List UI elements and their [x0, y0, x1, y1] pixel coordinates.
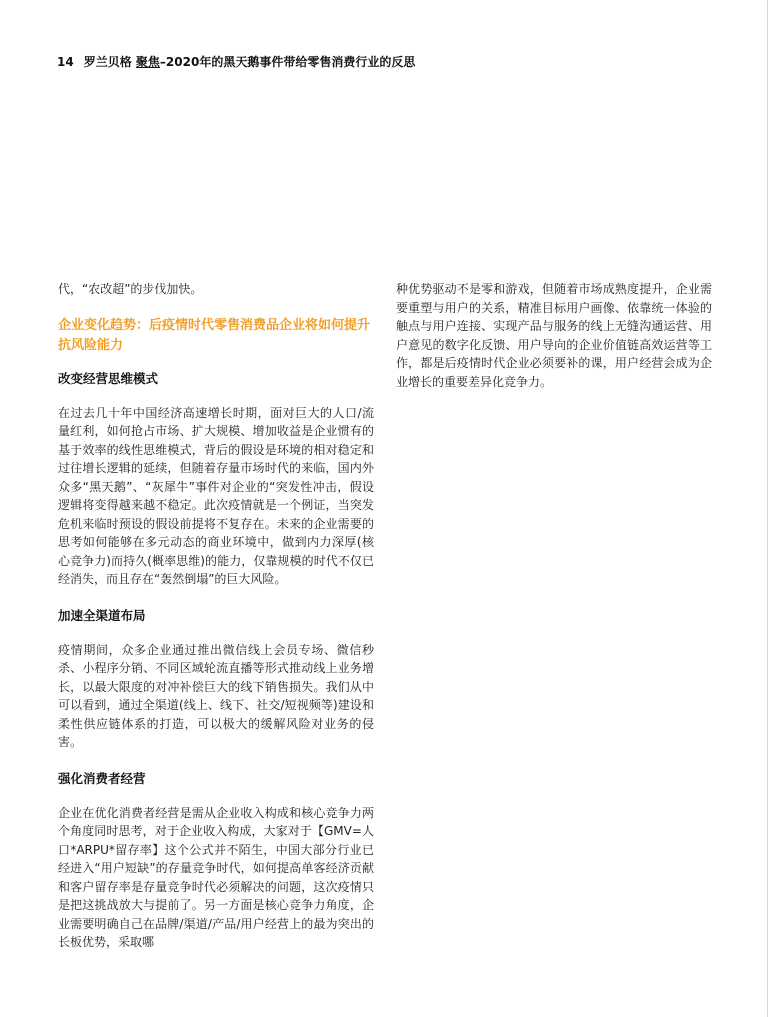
paragraph-business-mindset: 在过去几十年中国经济高速增长时期，面对巨大的人口/流量红利，如何抢占市场、扩大规模、增加收益是企业惯有的基于效率的线性思维模式，背后的假设是环境的相对稳定和过往增长逻辑的延续，但随着存量市场时代的来临，国内外众多“黑天鹅”、“灰犀牛”事件对企业的“突发性冲击，假设逻辑将变得越来越不稳定。此次疫情就是一个例证，当突发危机来临时预设的假设前提将不复存在。未来的企业需要的思考如何能够在多元动态的商业环境中，做到内力深厚(核心竞争力)而持久(概率思维)的能力，仅靠规模的时代不仅已经消失，而且存在“轰然倒塌”的巨大风险。 — [58, 405, 374, 586]
section-title: 企业变化趋势：后疫情时代零售消费品企业将如何提升抗风险能力 — [58, 317, 371, 353]
subheading-omnichannel: 加速全渠道布局 — [58, 607, 146, 623]
report-title: –2020年的黑天鹅事件带给零售消费行业的反思 — [159, 55, 416, 69]
left-column — [58, 280, 374, 952]
paragraph-consumer-operation: 企业在优化消费者经营是需从企业收入构成和核心竞争力两个角度同时思考，对于企业收入构成，大家对于【GMV=人口*ARPU*留存率】这个公式并不陌生，中国大部分行业已经进入“用户短缺”的存量竞争时代，如何提高单客经济贡献和客户留存率是存量竞争时代必须解决的问题，这次疫情只是把这挑战放大与提前了。另一方面是核心竞争力角度，企业需要明确自己在品牌/渠道/产品/用户经营上的最为突出的长板优势，采取哪 — [58, 805, 374, 949]
right-column — [396, 280, 712, 391]
lead-paragraph: 代，“农改超”的步伐加快。 — [58, 282, 203, 296]
page-number: 14 — [57, 55, 74, 69]
page-header — [57, 53, 415, 70]
brand-name: 罗兰贝格 — [83, 55, 132, 69]
paragraph-omnichannel: 疫情期间，众多企业通过推出微信线上会员专场、微信秒杀、小程序分销、不同区域轮流直播等形式推动线上业务增长，以最大限度的对冲补偿巨大的线下销售损失。我们从中可以看到，通过全渠道(线上、线下、社交/短视频等)建设和柔性供应链体系的打造，可以极大的缓解风险对业务的侵害。 — [58, 642, 374, 749]
subheading-business-mindset: 改变经营思维模式 — [58, 370, 159, 386]
paragraph-continued: 种优势驱动不是零和游戏，但随着市场成熟度提升，企业需要重塑与用户的关系，精准目标用户画像、依靠统一体验的触点与用户连接、实现产品与服务的线上无缝沟通运营、用户意见的数字化反馈、用户导向的企业价值链高效运营等工作，都是后疫情时代企业必须要补的课，用户经营会成为企业增长的重要差异化竞争力。 — [396, 282, 712, 389]
series-name: 聚焦 — [135, 55, 160, 69]
subheading-consumer-operation: 强化消费者经营 — [58, 770, 146, 786]
